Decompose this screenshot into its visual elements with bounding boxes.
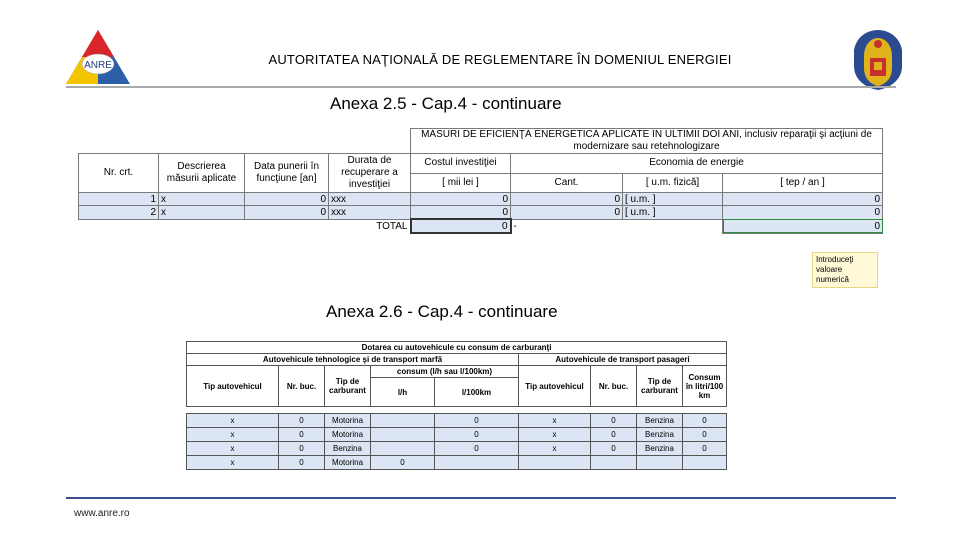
total-dash: - [513, 220, 517, 232]
col-cost: Costul investiţiei [411, 154, 511, 174]
col-date: Data punerii în funcţiune [an] [245, 154, 329, 193]
input-hint-note: Introduceţi valoare numerică [812, 252, 878, 288]
cell[interactable]: x [187, 456, 279, 470]
col-count: Nr. buc. [279, 366, 325, 407]
table-row [187, 414, 727, 428]
cell[interactable] [435, 456, 519, 470]
col-quantity: Cant. [511, 173, 623, 193]
cell[interactable] [371, 428, 435, 442]
cell[interactable]: x [519, 414, 591, 428]
col-energy-economy: Economia de energie [511, 154, 883, 174]
col-consumption: consum (l/h sau l/100km) [371, 366, 519, 378]
cell-tep[interactable]: 0 [723, 193, 883, 206]
col-l-per-h: l/h [371, 378, 435, 407]
cell-qty[interactable]: 0 [511, 206, 623, 220]
vehicles-table-title: Dotarea cu autovehicule cu consum de carburanţi [187, 342, 727, 354]
group-passenger-vehicles: Autovehicule de transport pasageri [519, 354, 727, 366]
cell[interactable]: 0 [683, 414, 727, 428]
total-cost: 0 [411, 219, 511, 233]
cell[interactable]: 0 [591, 414, 637, 428]
col-physical-unit: [ u.m. fizică] [623, 173, 723, 193]
section-title-anexa-2-6: Anexa 2.6 - Cap.4 - continuare [326, 302, 558, 321]
col-fuel-type-passenger: Tip de carburant [637, 366, 683, 407]
cell[interactable]: Motorina [325, 428, 371, 442]
cell-cost[interactable]: 0 [411, 193, 511, 206]
cell-date[interactable]: 0 [245, 206, 329, 220]
cell[interactable]: 0 [435, 414, 519, 428]
total-row [79, 219, 883, 233]
cell[interactable]: 0 [435, 442, 519, 456]
col-fuel-type: Tip de carburant [325, 366, 371, 407]
cell[interactable]: Benzina [325, 442, 371, 456]
col-tep: [ tep / an ] [723, 173, 883, 193]
cell-qty[interactable]: 0 [511, 193, 623, 206]
table-row [187, 442, 727, 456]
cell[interactable]: 0 [683, 428, 727, 442]
cell[interactable]: x [187, 428, 279, 442]
cell[interactable]: 0 [279, 414, 325, 428]
page-header-title: AUTORITATEA NAŢIONALĂ DE REGLEMENTARE ÎN DOMENIUL ENERGIEI [268, 52, 732, 67]
svg-text:ANRE: ANRE [84, 60, 112, 71]
table-row [187, 456, 727, 470]
energy-efficiency-table [78, 128, 883, 234]
header-divider [66, 86, 896, 88]
cell[interactable]: Motorina [325, 414, 371, 428]
section-title-anexa-2-5: Anexa 2.5 - Cap.4 - continuare [330, 94, 562, 113]
cell-desc[interactable]: x [159, 206, 245, 220]
cell-nr[interactable]: 1 [79, 193, 159, 206]
cell[interactable]: x [519, 428, 591, 442]
cell-cost[interactable]: 0 [411, 206, 511, 220]
cell[interactable] [371, 442, 435, 456]
col-cost-unit: [ mii lei ] [411, 173, 511, 193]
group-freight-vehicles: Autovehicule tehnologice şi de transport marfă [187, 354, 519, 366]
cell[interactable]: 0 [279, 456, 325, 470]
cell[interactable]: 0 [591, 442, 637, 456]
cell[interactable]: x [519, 442, 591, 456]
col-vehicle-type: Tip autovehicul [187, 366, 279, 407]
col-l-per-100km: l/100km [435, 378, 519, 407]
footer-divider [66, 497, 896, 499]
cell-nr[interactable]: 2 [79, 206, 159, 220]
cell[interactable]: 0 [279, 428, 325, 442]
cell-duration[interactable]: xxx [329, 193, 411, 206]
cell[interactable] [519, 456, 591, 470]
cell-date[interactable]: 0 [245, 193, 329, 206]
cell-um[interactable]: [ u.m. ] [623, 206, 723, 220]
cell-um[interactable]: [ u.m. ] [623, 193, 723, 206]
anre-logo [64, 28, 132, 86]
col-count-passenger: Nr. buc. [591, 366, 637, 407]
cell[interactable] [683, 456, 727, 470]
cell[interactable]: Benzina [637, 414, 683, 428]
cell[interactable]: Benzina [637, 442, 683, 456]
col-consumption-passenger: Consum în litri/100 km [683, 366, 727, 407]
cell-tep[interactable]: 0 [723, 206, 883, 220]
table-row [79, 206, 883, 220]
cell[interactable]: Motorina [325, 456, 371, 470]
coat-of-arms-icon [848, 26, 908, 92]
col-recovery-duration: Durata de recuperare a investiţiei [329, 154, 411, 193]
cell[interactable]: 0 [279, 442, 325, 456]
vehicles-table [186, 341, 727, 470]
cell[interactable]: x [187, 414, 279, 428]
table-row [187, 428, 727, 442]
cell[interactable] [371, 414, 435, 428]
cell[interactable]: 0 [591, 428, 637, 442]
group-header: MĂSURI DE EFICIENŢĂ ENERGETICĂ APLICATE ÎN ULTIMII DOI ANI, inclusiv reparaţii şi acţiuni de modernizare sau retehnologizare [411, 129, 883, 154]
cell[interactable]: 0 [683, 442, 727, 456]
footer-url[interactable]: www.anre.ro [74, 508, 130, 519]
cell[interactable]: 0 [435, 428, 519, 442]
col-vehicle-type-passenger: Tip autovehicul [519, 366, 591, 407]
cell[interactable]: 0 [371, 456, 435, 470]
col-description: Descrierea măsurii aplicate [159, 154, 245, 193]
total-tep[interactable]: 0 [723, 219, 883, 233]
table-row [79, 193, 883, 206]
cell[interactable] [637, 456, 683, 470]
total-label: TOTAL [329, 219, 411, 233]
cell-desc[interactable]: x [159, 193, 245, 206]
cell[interactable]: Benzina [637, 428, 683, 442]
col-nr-crt: Nr. crt. [79, 154, 159, 193]
cell-duration[interactable]: xxx [329, 206, 411, 220]
cell[interactable] [591, 456, 637, 470]
cell[interactable]: x [187, 442, 279, 456]
